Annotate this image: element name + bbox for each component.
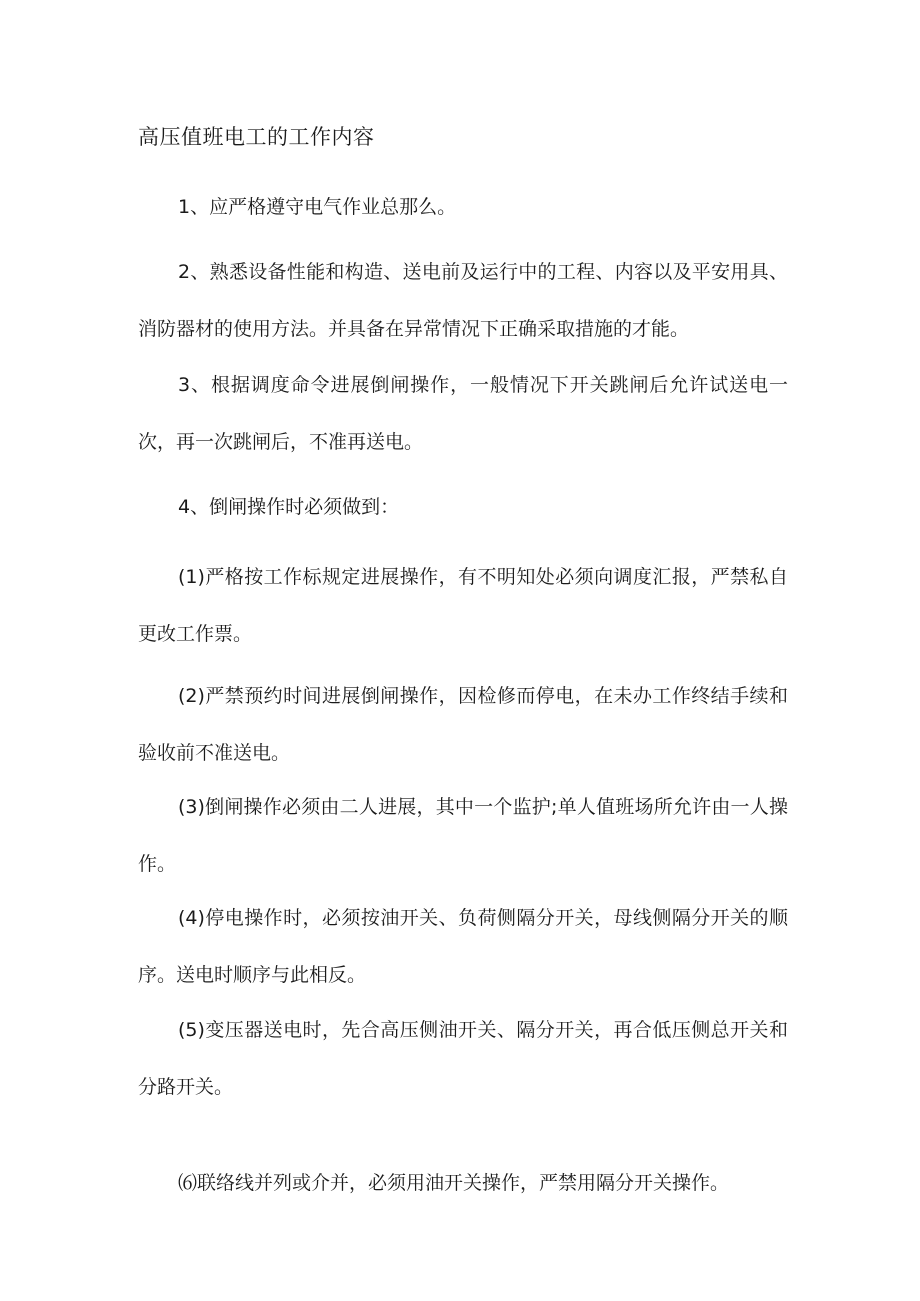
paragraph-4-6: ⑹联络线并列或介并，必须用油开关操作，严禁用隔分开关操作。 <box>178 1172 730 1194</box>
paragraph-2: 2、熟悉设备性能和构造、送电前及运行中的工程、内容以及平安用具、消防器材的使用方法。并具备在异常情况下正确采取措施的才能。 <box>138 261 788 340</box>
paragraph-4-2: (2)严禁预约时间进展倒闸操作，因检修而停电，在未办工作终结手续和验收前不准送电。 <box>138 685 788 764</box>
paragraph-3: 3、根据调度命令进展倒闸操作，一般情况下开关跳闸后允许试送电一次，再一次跳闸后，不准再送电。 <box>138 374 788 453</box>
paragraph-4-3: (3)倒闸操作必须由二人进展，其中一个监护;单人值班场所允许由一人操作。 <box>138 796 788 875</box>
paragraph-4-1: (1)严格按工作标规定进展操作，有不明知处必须向调度汇报，严禁私自更改工作票。 <box>138 566 788 645</box>
document-title: 高压值班电工的工作内容 <box>138 125 375 149</box>
paragraph-4-4: (4)停电操作时，必须按油开关、负荷侧隔分开关，母线侧隔分开关的顺序。送电时顺序与此相反。 <box>138 907 788 986</box>
paragraph-1: 1、应严格遵守电气作业总那么。 <box>178 196 457 218</box>
paragraph-4: 4、倒闸操作时必须做到： <box>178 496 400 518</box>
paragraph-4-5: (5)变压器送电时，先合高压侧油开关、隔分开关，再合低压侧总开关和分路开关。 <box>138 1019 788 1098</box>
